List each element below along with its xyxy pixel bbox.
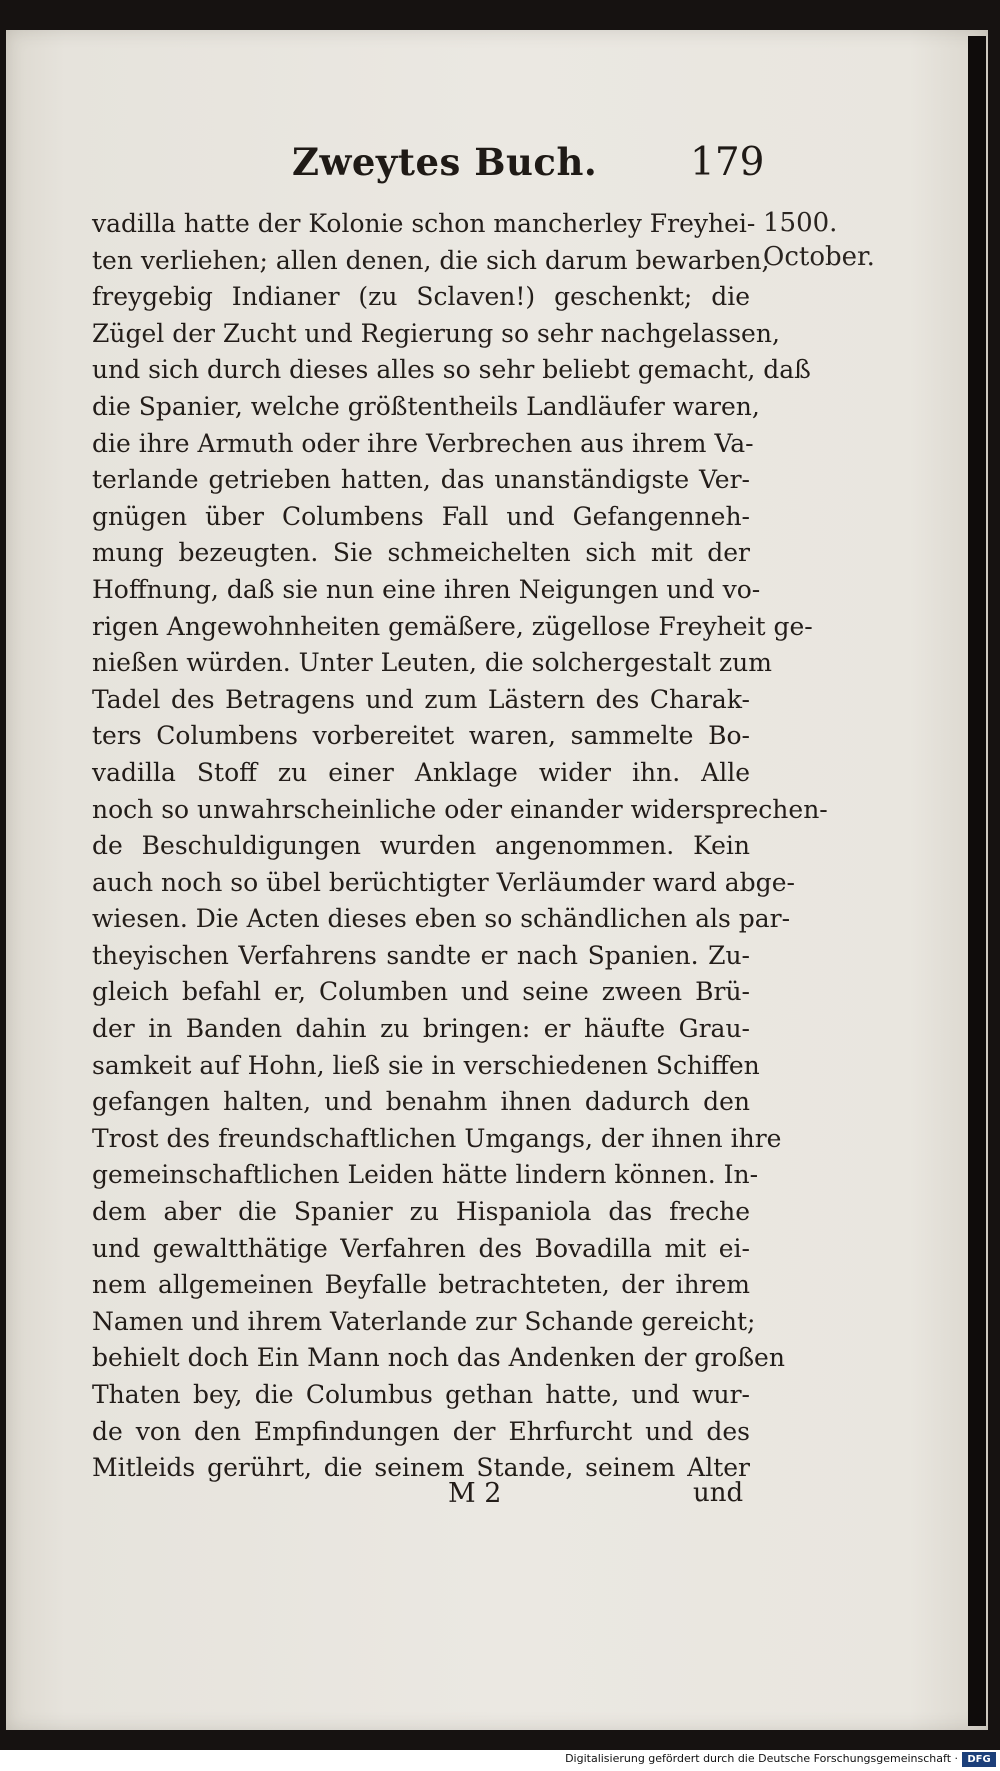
text-line: und sich durch dieses alles so sehr beliebt gemacht, daß [92,355,811,385]
text-line: und gewaltthätige Verfahren des Bovadilla mit ei- [92,1233,750,1263]
text-line: die ihre Armuth oder ihre Verbrechen aus ihrem Va- [92,428,754,458]
text-line: Namen und ihrem Vaterlande zur Schande gereicht; [92,1306,756,1336]
text-line: nießen würden. Unter Leuten, die solchergestalt zum [92,648,772,678]
text-line: gefangen halten, und benahm ihnen dadurch den [92,1087,750,1117]
text-line: auch noch so übel berüchtigter Verläumder ward abge- [92,867,795,897]
text-line: Thaten bey, die Columbus gethan hatte, und wur- [92,1380,750,1409]
text-line: dem aber die Spanier zu Hispaniola das freche [92,1197,750,1227]
text-line: ters Columbens vorbereitet waren, sammelte Bo- [92,721,750,751]
signature-mark: M 2 [448,1478,502,1509]
catchword: und [693,1478,744,1508]
text-line: samkeit auf Hohn, ließ sie in verschiedenen Schiffen [92,1050,760,1080]
text-line: Hoffnung, daß sie nun eine ihren Neigungen und vo- [92,574,761,604]
margin-note-year: 1500. [763,208,838,238]
text-line: freygebig Indianer (zu Sclaven!) geschenkt; die [92,282,750,312]
text-line: theyischen Verfahrens sandte er nach Spanien. Zu- [92,940,750,970]
dfg-logo: DFG [962,1752,996,1767]
text-line: Zügel der Zucht und Regierung so sehr nachgelassen, [92,318,780,348]
running-title: Zweytes Buch. [292,140,598,184]
page-number: 179 [690,140,765,185]
text-line: gleich befahl er, Columben und seine zween Brü- [92,977,750,1007]
text-line: de von den Empfindungen der Ehrfurcht und des [92,1416,750,1446]
text-line: terlande getrieben hatten, das unanständigste Ver- [92,465,750,495]
text-line: Mitleids gerührt, die seinem Stande, seinem Alter [92,1453,750,1483]
text-line: de Beschuldigungen wurden angenommen. Kein [92,831,750,861]
text-line: vadilla hatte der Kolonie schon mancherley Freyhei- [92,209,756,238]
text-line: nem allgemeinen Beyfalle betrachteten, der ihrem [92,1270,750,1300]
text-line: noch so unwahrscheinliche oder einander widersprechen- [92,794,828,824]
page-footer [0,1478,1000,1518]
text-line: vadilla Stoff zu einer Anklage wider ihn. Alle [92,757,750,787]
text-line: rigen Angewohnheiten gemäßere, zügellose Freyheit ge- [92,611,813,641]
text-line: Trost des freundschaftlichen Umgangs, der ihnen ihre [92,1123,782,1153]
text-line: Tadel des Betragens und zum Lästern des Charak- [92,684,750,714]
page-edge-shadow [968,36,986,1726]
text-line: gemeinschaftlichen Leiden hätte lindern können. In- [92,1160,759,1190]
text-line: ten verliehen; allen denen, die sich darum bewarben, [92,245,770,275]
text-line: wiesen. Die Acten dieses eben so schändlichen als par- [92,904,791,934]
text-line: der in Banden dahin zu bringen: er häufte Grau- [92,1014,750,1044]
text-line: behielt doch Ein Mann noch das Andenken der großen [92,1343,785,1373]
digitization-credit-bar [0,1750,1000,1771]
credit-text: Digitalisierung gefördert durch die Deutsche Forschungsgemeinschaft · [565,1752,958,1765]
margin-note-month: October. [763,242,875,272]
page-header [0,140,1000,190]
text-line: mung bezeugten. Sie schmeichelten sich mit der [92,538,750,568]
text-line: die Spanier, welche größtentheils Landläufer waren, [92,391,760,421]
text-line: gnügen über Columbens Fall und Gefangenneh- [92,501,750,531]
